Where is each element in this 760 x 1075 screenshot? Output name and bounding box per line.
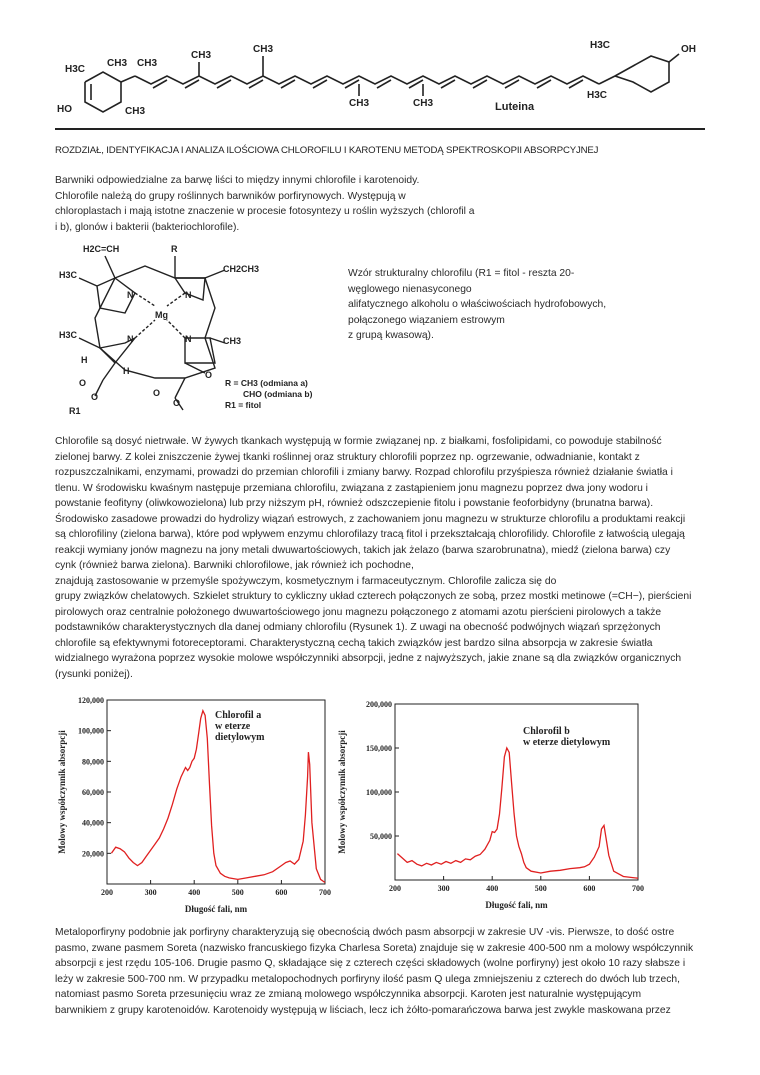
chl-legend: R1 = fitol <box>225 400 262 410</box>
caption-line: alifatycznego alkoholu o właściwościach hydrofobowych, <box>348 299 607 311</box>
chl-label: CH2CH3 <box>223 264 260 274</box>
chl-label: N <box>127 334 134 344</box>
chl-label: CH3 <box>223 336 242 346</box>
chl-label: O <box>153 388 161 398</box>
intro-paragraph <box>55 173 475 235</box>
x-tick-label: 500 <box>534 884 547 893</box>
y-tick-label: 40,000 <box>82 818 104 828</box>
lutein-group: H3C <box>587 90 608 101</box>
bottom-line: absorpcji ε jest rzędu 105-106. Drugie pasmo Q, składające się z czterech części składowych (wolne porfiryny) jest około 10 razy słabsze i <box>55 958 686 969</box>
lutein-group: CH3 <box>137 58 158 69</box>
chl-label: N <box>185 290 192 300</box>
body-paragraph <box>55 434 705 682</box>
spectrum-line <box>397 748 638 878</box>
caption-line: Wzór strukturalny chlorofilu (R1 = fitol - reszta 20- <box>348 268 575 279</box>
body-line: są chlorofiliny (zielona barwa), które pod wpływem enzymu chlorofilazy tracą fitol i przekształcają chlorofilidy. Chlorofile z łatwością ulegają <box>55 529 685 540</box>
bottom-paragraph <box>55 925 705 1018</box>
chart-annotation: Chlorofil a <box>215 710 262 721</box>
y-tick-label: 150,000 <box>366 744 392 753</box>
chart-annotation: w eterze dietylowym <box>523 737 611 748</box>
x-tick-label: 700 <box>632 884 644 893</box>
chl-label: R <box>171 244 178 254</box>
y-axis-label: Molowy współczynnik absorpcji <box>57 730 67 854</box>
y-tick-label: 100,000 <box>78 726 104 736</box>
x-tick-label: 400 <box>188 888 201 897</box>
intro-line: Barwniki odpowiedzialne za barwę liści to między innymi chlorofile i karotenoidy. <box>55 175 420 186</box>
x-tick-label: 200 <box>389 884 401 893</box>
chart-chlorophyll-b <box>333 692 653 924</box>
body-line: zielonej barwy. Z kolei zniszczenie żywej tkanki roślinnej oraz struktury chlorofili poprzez np. ogrzewanie, odwadnianie, kontakt z <box>55 451 640 463</box>
body-line: widzialnego wyrażona poprzez wysokie molowe współczynniki absorpcji, jedne z najwyższych, jakie znane są dla związków organicznych <box>55 653 682 664</box>
x-tick-label: 300 <box>144 888 157 897</box>
body-line: reakcji wymiany jonów magnezu na jony metali dwuwartościowych, takich jak żelazo (barwa szarobrunatna), miedź (zielona barwa) czy <box>55 544 671 556</box>
y-tick-label: 80,000 <box>82 757 104 767</box>
chart-annotation: Chlorofil b <box>523 726 570 737</box>
bottom-line: barwnikiem z grupy karotenoidów. Karotenoidy występują w liściach, lecz ich żółto-pomarańczowa barwa jest zwykle maskowana przez <box>55 1004 671 1016</box>
body-line: pirolowych oraz centralnie położonego dwuwartościowego jonu magnezu połączonego z atomami azotu pierścieni pirolowych a także <box>55 606 662 618</box>
lutein-structure <box>55 32 705 124</box>
x-tick-label: 400 <box>486 884 499 893</box>
lutein-group: OH <box>681 44 696 55</box>
bottom-line: leży w zakresie 500-700 nm. W przypadku metalopochodnych porfiryny ilość pasm Q ulega zmniejszeniu z czterech do dwóch lub trzech, <box>55 973 680 985</box>
y-tick-label: 20,000 <box>82 849 104 859</box>
body-line: grupy związków chelatowych. Szkielet struktury to cykliczny układ czterech połączonych ze sobą, przez mostki metinowe (=CH−), pierścieni <box>55 591 692 602</box>
chl-label: H <box>81 355 88 365</box>
chart-chlorophyll-a <box>55 692 340 924</box>
y-tick-label: 50,000 <box>370 832 392 841</box>
chart-annotation: dietylowym <box>215 732 265 743</box>
plot-frame <box>395 704 638 880</box>
chl-label: H <box>123 366 130 376</box>
caption-line: z grupą kwasową). <box>348 330 434 342</box>
chart-annotation: w eterze <box>215 721 251 732</box>
lutein-group: CH3 <box>107 58 128 69</box>
body-line: powstanie feofityny (oliwkowozielona) lub przy niższym pH, również odszczepienie fitolu i powstanie feoforbidyny (brunatna barwa). <box>55 498 654 509</box>
lutein-group: CH3 <box>349 98 370 109</box>
chl-label: R1 <box>69 406 81 416</box>
x-tick-label: 300 <box>437 884 450 893</box>
chlorophyll-structure <box>55 238 335 418</box>
chl-label: Mg <box>155 310 168 320</box>
chl-label: O <box>173 398 181 408</box>
x-axis-label: Długość fali, nm <box>485 900 548 910</box>
chl-label: O <box>79 378 87 388</box>
intro-line: chloroplastach i mają istotne znaczenie w procesie fotosyntezy u roślin wyższych (chlorofil a <box>55 206 475 218</box>
chl-label: O <box>205 370 213 380</box>
y-tick-label: 60,000 <box>82 788 104 797</box>
body-line: rozpuszczalnikami, enzymami, prowadzi do przemian chlorofili i zmiany barwy. Rozpad chlorofilu przyśpiesza również działanie światła i <box>55 467 673 478</box>
body-line: Chlorofile są dosyć nietrwałe. W żywych tkankach występują w formie związanej np. z białkami, fosfolipidami, co powoduje stabilność <box>55 436 662 447</box>
x-tick-label: 600 <box>275 888 288 897</box>
lutein-name: Luteina <box>495 101 535 113</box>
intro-line: Chlorofile należą do grupy roślinnych barwników porfirynowych. Występują w <box>55 190 406 202</box>
bottom-line: Metaloporfiryny podobnie jak porfiryny charakteryzują się obecnością dwóch pasm absorpcji w zakresie UV -vis. Pierwsze, to dość ostre <box>55 927 675 938</box>
body-line: (rysunki poniżej). <box>55 668 133 680</box>
lutein-group: H3C <box>590 40 611 51</box>
section-heading: ROZDZIAŁ, IDENTYFIKACJA I ANALIZA ILOŚCIOWA CHLOROFILU I KAROTENU METODĄ SPEKTROSKOPII ABSORPCYJNEJ <box>55 145 599 156</box>
y-tick-label: 100,000 <box>366 788 392 797</box>
body-line: chlorofile są efektywnymi fotoreceptorami. Charakterystyczną cechą takich związków jest bardzo silna absorpcja w zakresie światła <box>55 637 653 649</box>
y-tick-label: 120,000 <box>78 696 104 705</box>
y-axis-label: Molowy współczynnik absorpcji <box>337 730 347 854</box>
caption-line: węglowego nienasyconego <box>348 283 472 295</box>
chl-legend: R = CH3 (odmiana a) <box>225 378 308 388</box>
bottom-line: pasmo, zwane pasmem Soreta (nazwisko francuskiego fizyka Charlesa Soreta) znajduje się w zakresie 400-500 nm a molowy współczynnik <box>55 942 694 954</box>
chl-label: N <box>127 290 134 300</box>
lutein-group: CH3 <box>191 50 212 61</box>
lutein-group: H3C <box>65 64 86 75</box>
chl-label: H3C <box>59 270 78 280</box>
structure-caption <box>348 266 648 344</box>
body-line: podstawników charakterystycznych dla danej odmiany chlorofilu (Rysunek 1). Z uwagi na obecność podwójnych wiązań sprzężonych <box>55 622 661 633</box>
caption-line: połączonego wiązaniem estrowym <box>348 314 505 326</box>
x-tick-label: 700 <box>319 888 331 897</box>
chl-label: N <box>185 334 192 344</box>
lutein-group: CH3 <box>413 98 434 109</box>
chl-label: H2C=CH <box>83 244 120 254</box>
header-rule <box>55 128 705 130</box>
lutein-group: CH3 <box>253 44 274 55</box>
x-axis-label: Długość fali, nm <box>184 904 248 914</box>
bottom-line: natomiast pasmo Soreta przesunięciu wraz ze zmianą molowego współczynnika absorpcji. Karoten jest naturalnie występującym <box>55 989 642 1000</box>
chl-label: O <box>91 392 99 402</box>
x-tick-label: 200 <box>101 888 113 897</box>
intro-line: i b), glonów i bakterii (bakteriochlorofile). <box>55 221 240 233</box>
x-tick-label: 600 <box>583 884 596 893</box>
x-tick-label: 500 <box>231 888 244 897</box>
body-line: Środowisko zasadowe prowadzi do hydrolizy wiązań estrowych, z zachowaniem jonu magnezu w strukturze chlorofilu a produktami reakcji <box>55 513 686 525</box>
body-line: znajdują zastosowanie w przemyśle spożywczym, kosmetycznym i farmaceutycznym. Chlorofile zalicza się do <box>55 575 557 587</box>
body-line: cynk (również barwa zielona). Barwniki chlorofilowe, jak również ich pochodne, <box>55 560 414 571</box>
body-line: tlenu. W środowisku kwaśnym następuje przemiana chlorofilu, związana z zastąpieniem jonu magnezu poprzez dwa jony wodoru i <box>55 482 648 494</box>
lutein-group: CH3 <box>125 106 146 117</box>
chl-legend: CHO (odmiana b) <box>243 389 313 399</box>
y-tick-label: 200,000 <box>366 700 392 709</box>
lutein-group: HO <box>57 104 72 115</box>
chl-label: H3C <box>59 330 78 340</box>
